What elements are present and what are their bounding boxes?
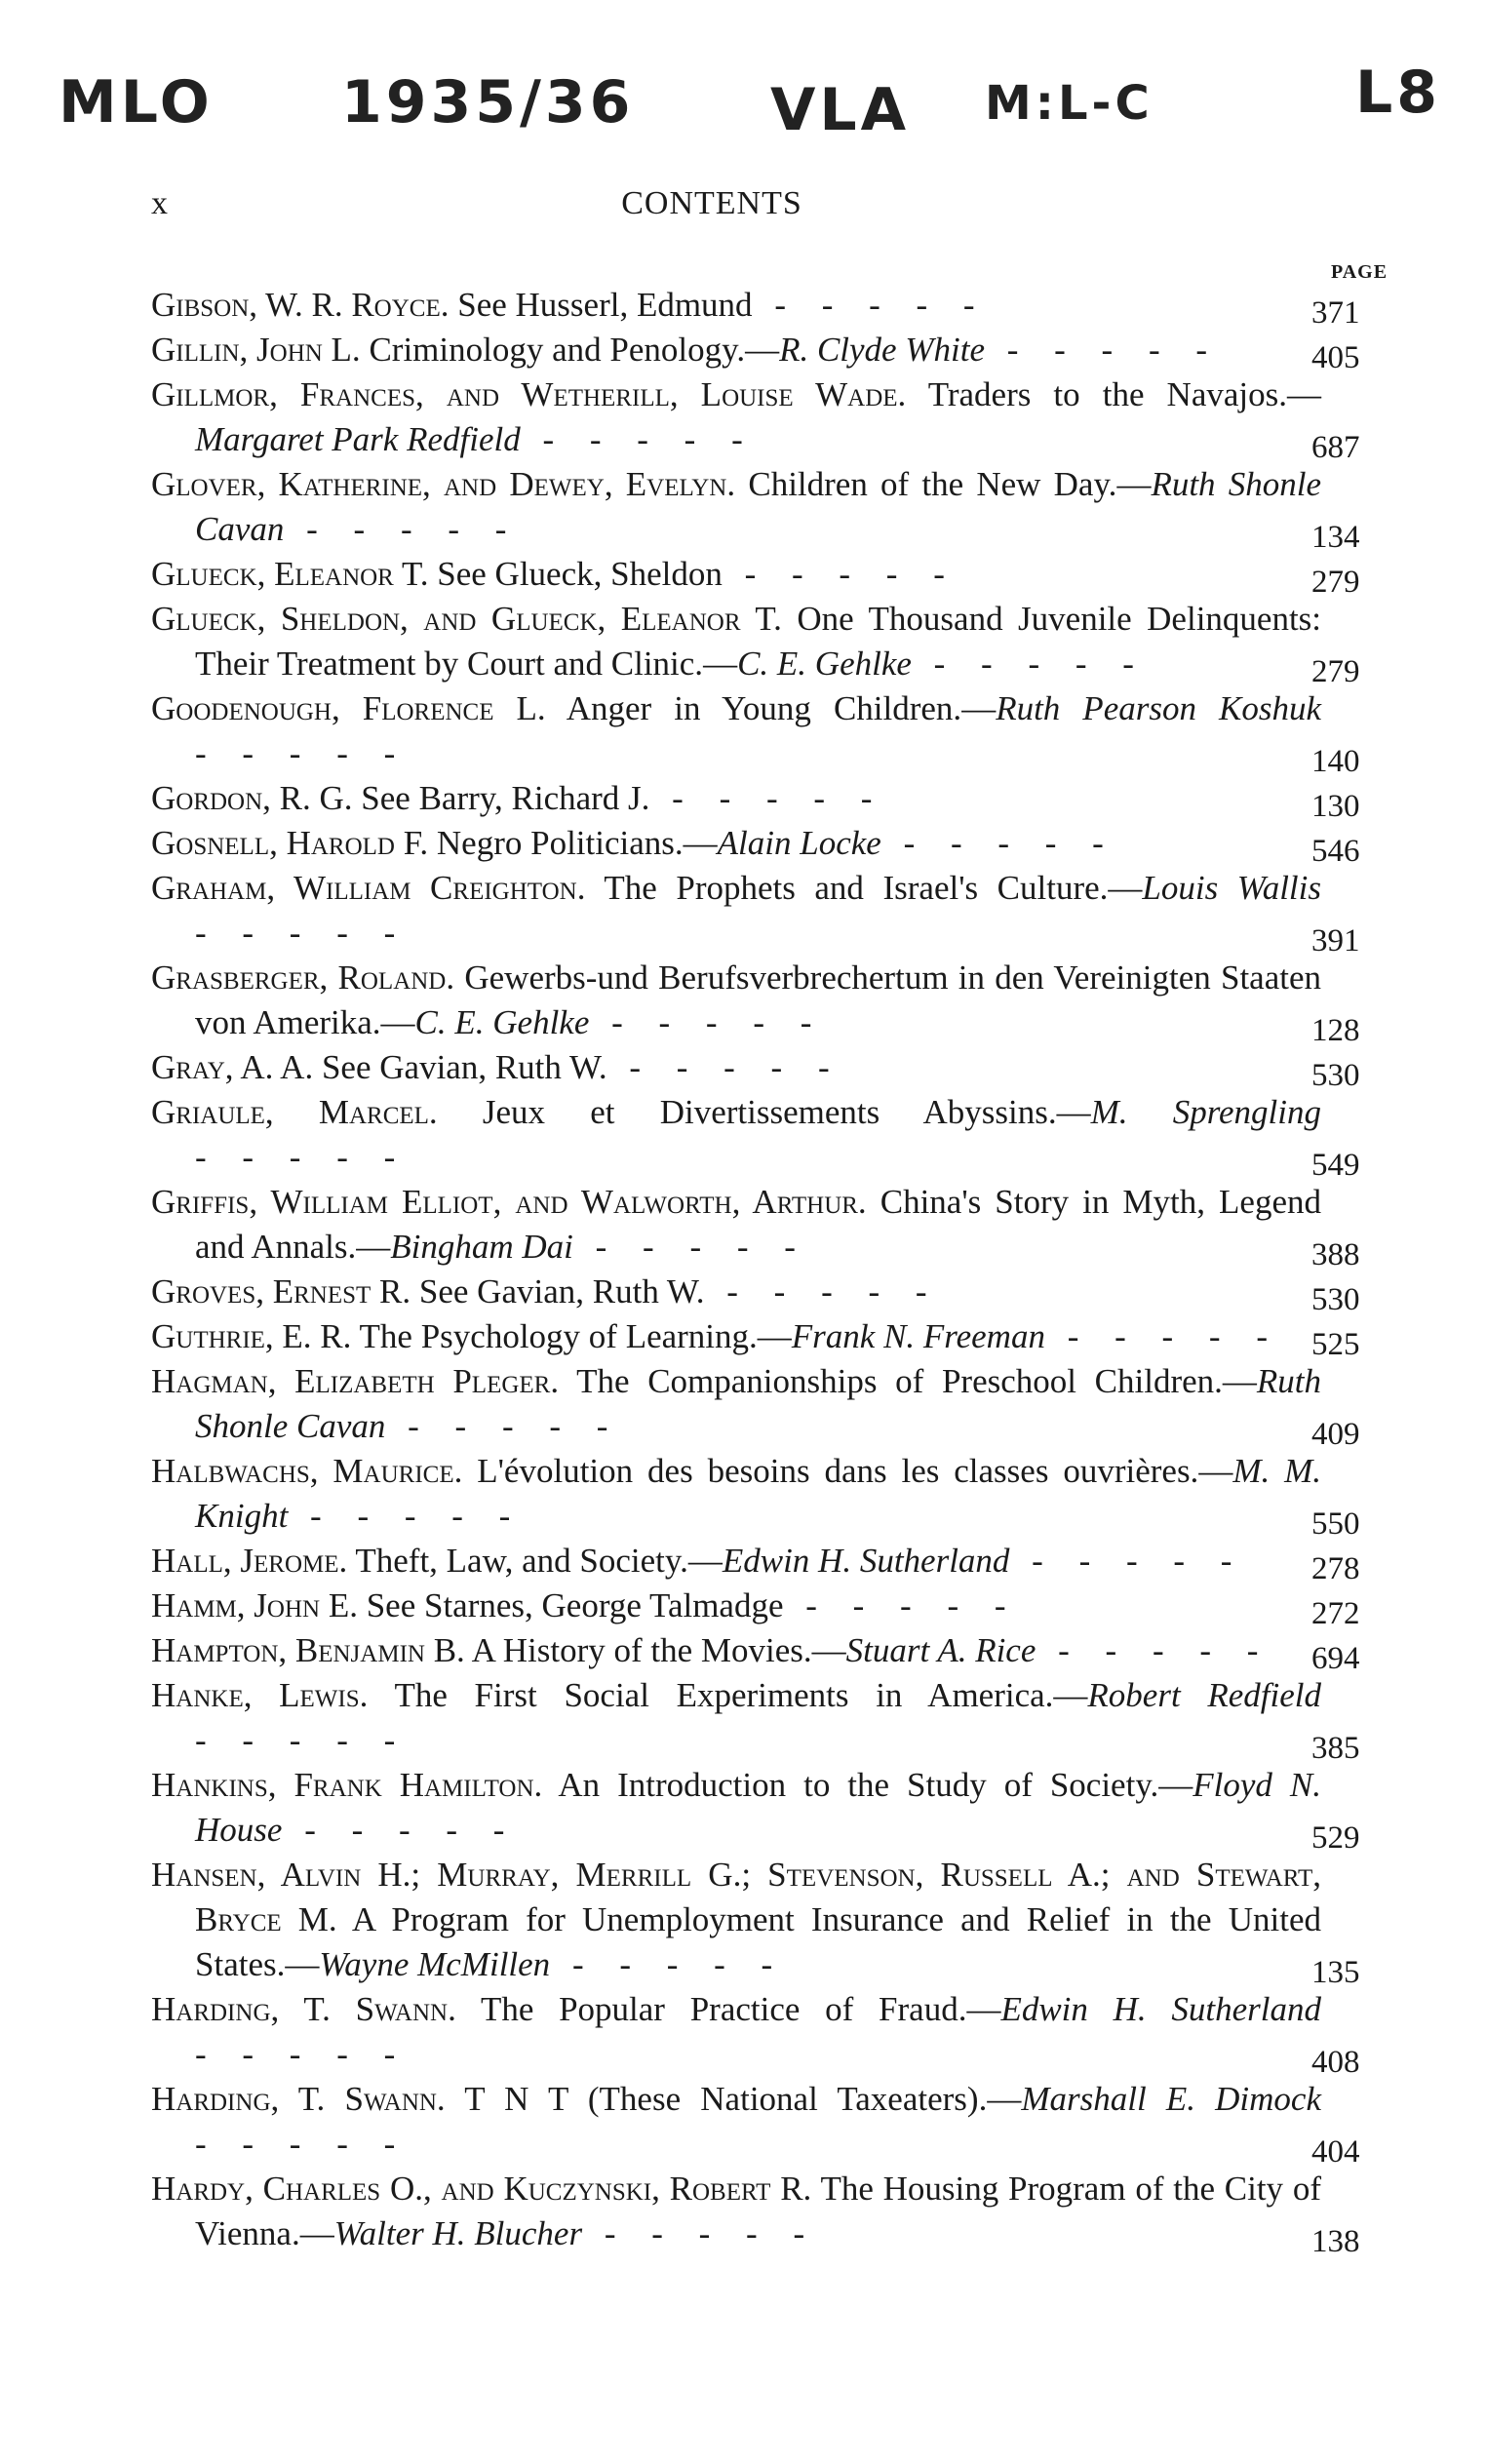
dot-leader: - - - - - xyxy=(195,734,410,772)
entry-text: Hall, Jerome. Theft, Law, and Society.—Edwin H. Sutherland - - - - - xyxy=(151,1542,1246,1580)
contents-entry xyxy=(151,462,1389,555)
entry-title: The Companionships of Preschool Children. xyxy=(576,1362,1223,1400)
entry-text: Glover, Katherine, and Dewey, Evelyn. Children of the New Day.—Ruth Shonle Cavan - - - - - xyxy=(151,465,1322,548)
contents-entry xyxy=(151,1853,1389,1990)
entry-reviewer: Walter H. Blucher xyxy=(333,2214,583,2252)
contents-entry xyxy=(151,686,1389,779)
entry-reviewer: Louis Wallis xyxy=(1142,869,1321,907)
dot-leader: - - - - - xyxy=(722,555,958,593)
dot-leader: - - - - - xyxy=(704,1272,941,1310)
entry-title: Traders to the Navajos. xyxy=(927,375,1287,413)
entry-text: Hankins, Frank Hamilton. An Introduction to the Study of Society.—Floyd N. House - - - - - xyxy=(151,1766,1322,1849)
entry-reviewer: Frank N. Freeman xyxy=(791,1317,1045,1355)
entry-reviewer: C. E. Gehlke xyxy=(737,645,912,683)
entry-title: A Program for Unemployment Insurance and Relief in the United States. xyxy=(195,1900,1321,1983)
entry-page-number: 530 xyxy=(1311,1282,1360,1317)
contents-entry xyxy=(151,1987,1389,2080)
dot-leader: - - - - - xyxy=(195,2035,410,2073)
entry-title: See Gavian, Ruth W. xyxy=(418,1272,705,1310)
entry-text: Graham, William Creighton. The Prophets and Israel's Culture.—Louis Wallis - - - - - xyxy=(151,869,1321,952)
handwritten-mark: M:L-C xyxy=(985,76,1154,131)
entry-title: Jeux et Divertissements Abyssins. xyxy=(482,1093,1057,1131)
entry-reviewer: Stuart A. Rice xyxy=(845,1631,1036,1669)
dot-leader: - - - - - xyxy=(582,2214,819,2252)
entry-reviewer: M. Sprengling xyxy=(1090,1093,1321,1131)
handwritten-mark: MLO xyxy=(59,68,214,137)
entry-title: Criminology and Penology. xyxy=(369,331,746,369)
entry-title: Theft, Law, and Society. xyxy=(355,1542,688,1580)
entry-text: Gillmor, Frances, and Wetherill, Louise Wade. Traders to the Navajos.—Margaret Park Redfield - - - - - xyxy=(151,375,1321,458)
dot-leader: - - - - - xyxy=(195,914,410,952)
contents-entry xyxy=(151,372,1389,465)
entry-title: T N T (These National Taxeaters). xyxy=(464,2080,988,2118)
contents-entry xyxy=(151,821,1389,869)
entry-page-number: 550 xyxy=(1311,1506,1360,1542)
entry-text: Goodenough, Florence L. Anger in Young Children.—Ruth Pearson Koshuk - - - - - xyxy=(151,689,1321,772)
entry-text: Gosnell, Harold F. Negro Politicians.—Alain Locke - - - - - xyxy=(151,824,1117,862)
entry-title: China's Story in Myth, Legend and Annals. xyxy=(195,1183,1321,1266)
entry-author: Gosnell, Harold F. xyxy=(151,824,429,862)
dot-leader: - - - - - xyxy=(1044,1317,1281,1355)
contents-entry xyxy=(151,328,1389,375)
handwritten-mark: L8 xyxy=(1355,59,1441,127)
entry-title: L'évolution des besoins dans les classes ouvrières. xyxy=(477,1452,1199,1490)
entry-text: Hansen, Alvin H.; Murray, Merrill G.; Stevenson, Russell A.; and Stewart, Bryce M. A Program for Unemployment Insurance and Relief in the United States.—Wayne McMillen - - - - - xyxy=(151,1856,1321,1983)
entry-author: Groves, Ernest R. xyxy=(151,1272,411,1310)
entry-reviewer: Ruth Pearson Koshuk xyxy=(996,689,1321,727)
entry-reviewer: Robert Redfield xyxy=(1087,1676,1321,1714)
entry-text: Hardy, Charles O., and Kuczynski, Robert R. The Housing Program of the City of Vienna.—Walter H. Blucher - - - - - xyxy=(151,2170,1321,2252)
entry-page-number: 391 xyxy=(1311,923,1360,958)
entry-author: Gillmor, Frances, and Wetherill, Louise Wade. xyxy=(151,375,907,413)
entry-page-number: 272 xyxy=(1311,1596,1360,1631)
dot-leader: - - - - - xyxy=(649,779,886,817)
dot-leader: - - - - - xyxy=(288,1497,525,1535)
entry-reviewer: Marshall E. Dimock xyxy=(1021,2080,1321,2118)
entry-page-number: 525 xyxy=(1311,1327,1360,1362)
entry-text xyxy=(151,1270,1321,1314)
contents-entry xyxy=(151,1045,1389,1093)
entry-author: Griaule, Marcel. xyxy=(151,1093,438,1131)
contents-entry xyxy=(151,956,1389,1048)
entry-title: One Thousand Juvenile Delinquents: Their Treatment by Court and Clinic. xyxy=(195,600,1322,683)
entry-author: Hardy, Charles O., and Kuczynski, Robert R. xyxy=(151,2170,812,2208)
entry-author: Halbwachs, Maurice. xyxy=(151,1452,463,1490)
entry-title: See Barry, Richard J. xyxy=(361,779,650,817)
entry-page-number: 134 xyxy=(1311,520,1360,555)
entry-text: Hanke, Lewis. The First Social Experiments in America.—Robert Redfield - - - - - xyxy=(151,1676,1321,1759)
dot-leader: - - - - - xyxy=(195,1138,410,1176)
entry-title: Gewerbs-und Berufsverbrechertum in den Vereinigten Staaten von Amerika. xyxy=(195,958,1322,1041)
entry-author: Hampton, Benjamin B. xyxy=(151,1631,465,1669)
entry-page-number: 130 xyxy=(1311,789,1360,824)
entry-page-number: 529 xyxy=(1311,1820,1360,1856)
entry-text: Harding, T. Swann. T N T (These National Taxeaters).—Marshall E. Dimock - - - - - xyxy=(151,2080,1321,2163)
dot-leader: - - - - - xyxy=(752,286,989,324)
entry-text: Guthrie, E. R. The Psychology of Learning.—Frank N. Freeman - - - - - xyxy=(151,1317,1281,1355)
entry-page-number: 385 xyxy=(1311,1731,1360,1766)
contents-entry xyxy=(151,776,1389,824)
entry-author: Hanke, Lewis. xyxy=(151,1676,369,1714)
dot-leader: - - - - - xyxy=(1036,1631,1272,1669)
entry-reviewer: Wayne McMillen xyxy=(319,1945,551,1983)
contents-entry xyxy=(151,1270,1389,1317)
entry-title: See Starnes, George Talmadge xyxy=(366,1586,784,1624)
dot-leader: - - - - - xyxy=(911,645,1148,683)
entry-title: See Husserl, Edmund xyxy=(457,286,753,324)
entry-author: Guthrie, E. R. xyxy=(151,1317,352,1355)
entry-author: Harding, T. Swann. xyxy=(151,2080,446,2118)
entry-reviewer: Bingham Dai xyxy=(390,1228,573,1266)
entry-text xyxy=(151,1045,1321,1090)
entry-text: Griaule, Marcel. Jeux et Divertissements Abyssins.—M. Sprengling - - - - - xyxy=(151,1093,1321,1176)
contents-entry xyxy=(151,2167,1389,2259)
contents-entry xyxy=(151,1090,1389,1183)
contents-list xyxy=(151,283,1389,2259)
entry-page-number: 409 xyxy=(1311,1417,1360,1452)
dot-leader: - - - - - xyxy=(880,824,1117,862)
entry-author: Glover, Katherine, and Dewey, Evelyn. xyxy=(151,465,736,503)
entry-text: Grasberger, Roland. Gewerbs-und Berufsverbrechertum in den Vereinigten Staaten von Amerika.—C. E. Gehlke - - - - - xyxy=(151,958,1322,1041)
entry-page-number: 279 xyxy=(1311,565,1360,600)
contents-entry xyxy=(151,1539,1389,1584)
entry-author: Hankins, Frank Hamilton. xyxy=(151,1766,543,1804)
contents-entry xyxy=(151,597,1389,689)
contents-entry xyxy=(151,1763,1389,1856)
entry-author: Glueck, Sheldon, and Glueck, Eleanor T. xyxy=(151,600,782,638)
entry-reviewer: Edwin H. Sutherland xyxy=(1000,1990,1322,2028)
entry-reviewer: Ruth Shonle Cavan xyxy=(195,465,1322,548)
contents-entry xyxy=(151,1180,1389,1270)
entry-title: Children of the New Day. xyxy=(748,465,1117,503)
contents-entry xyxy=(151,552,1389,600)
entry-title: The Psychology of Learning. xyxy=(359,1317,758,1355)
entry-author: Gillin, John L. xyxy=(151,331,361,369)
entry-page-number: 404 xyxy=(1311,2134,1360,2170)
entry-title: The Prophets and Israel's Culture. xyxy=(604,869,1109,907)
entry-text xyxy=(151,552,1321,597)
entry-author: Grasberger, Roland. xyxy=(151,958,455,997)
entry-title: A History of the Movies. xyxy=(471,1631,812,1669)
handwritten-marks xyxy=(0,59,1486,166)
entry-title: Anger in Young Children. xyxy=(566,689,962,727)
entry-page-number: 140 xyxy=(1311,744,1360,779)
entry-author: Harding, T. Swann. xyxy=(151,1990,456,2028)
contents-entry xyxy=(151,1628,1389,1676)
entry-author: Gordon, R. G. xyxy=(151,779,353,817)
entry-page-number: 135 xyxy=(1311,1955,1360,1990)
entry-reviewer: Edwin H. Sutherland xyxy=(722,1542,1010,1580)
contents-entry xyxy=(151,1584,1389,1631)
entry-title: The Housing Program of the City of Vienna. xyxy=(195,2170,1321,2252)
dot-leader: - - - - - xyxy=(195,1721,410,1759)
entry-title: An Introduction to the Study of Society. xyxy=(558,1766,1159,1804)
entry-reviewer: R. Clyde White xyxy=(779,331,985,369)
entry-reviewer: Margaret Park Redfield xyxy=(195,420,521,458)
entry-author: Gibson, W. R. Royce. xyxy=(151,286,450,324)
entry-reviewer: Floyd N. House xyxy=(195,1766,1322,1849)
page-column-label: PAGE xyxy=(1331,261,1388,283)
entry-author: Goodenough, Florence L. xyxy=(151,689,546,727)
entry-page-number: 408 xyxy=(1311,2045,1360,2080)
entry-title: See Gavian, Ruth W. xyxy=(321,1048,607,1086)
entry-reviewer: M. M. Knight xyxy=(195,1452,1322,1535)
entry-reviewer: Alain Locke xyxy=(717,824,881,862)
entry-reviewer: C. E. Gehlke xyxy=(414,1003,590,1041)
dot-leader: - - - - - xyxy=(385,1407,622,1445)
entry-text: Harding, T. Swann. The Popular Practice of Fraud.—Edwin H. Sutherland - - - - - xyxy=(151,1990,1322,2073)
contents-entry xyxy=(151,1359,1389,1452)
page-header xyxy=(151,185,1272,234)
entry-author: Gray, A. A. xyxy=(151,1048,314,1086)
dot-leader: - - - - - xyxy=(984,331,1222,369)
entry-text: Glueck, Sheldon, and Glueck, Eleanor T. One Thousand Juvenile Delinquents: Their Treatment by Court and Clinic.—C. E. Gehlke - - - - - xyxy=(151,600,1322,683)
entry-page-number: 530 xyxy=(1311,1058,1360,1093)
entry-author: Hagman, Elizabeth Pleger. xyxy=(151,1362,560,1400)
dot-leader: - - - - - xyxy=(589,1003,826,1041)
entry-author: Griffis, William Elliot, and Walworth, Arthur. xyxy=(151,1183,867,1221)
entry-page-number: 549 xyxy=(1311,1148,1360,1183)
entry-text xyxy=(151,776,1321,821)
contents-entry xyxy=(151,1449,1389,1542)
entry-title: The Popular Practice of Fraud. xyxy=(480,1990,967,2028)
entry-author: Graham, William Creighton. xyxy=(151,869,586,907)
dot-leader: - - - - - xyxy=(195,2125,410,2163)
contents-entry xyxy=(151,1673,1389,1766)
handwritten-mark: VLA xyxy=(770,76,911,144)
handwritten-mark: 1935/36 xyxy=(341,68,635,137)
entry-page-number: 371 xyxy=(1311,295,1360,331)
entry-page-number: 138 xyxy=(1311,2224,1360,2259)
dot-leader: - - - - - xyxy=(282,1811,519,1849)
entry-author: Hansen, Alvin H.; Murray, Merrill G.; Stevenson, Russell A.; and Stewart, Bryce M. xyxy=(151,1856,1321,1938)
contents-entry xyxy=(151,866,1389,956)
entry-author: Hall, Jerome. xyxy=(151,1542,348,1580)
entry-text: Hampton, Benjamin B. A History of the Movies.—Stuart A. Rice - - - - - xyxy=(151,1631,1272,1669)
dot-leader: - - - - - xyxy=(1009,1542,1246,1580)
entry-author: Hamm, John E. xyxy=(151,1586,358,1624)
page-number: x xyxy=(151,185,168,221)
entry-text xyxy=(151,1584,1321,1628)
entry-title: Negro Politicians. xyxy=(436,824,684,862)
entry-page-number: 546 xyxy=(1311,834,1360,869)
entry-title: See Glueck, Sheldon xyxy=(437,555,723,593)
dot-leader: - - - - - xyxy=(572,1228,809,1266)
contents-entry xyxy=(151,1314,1389,1362)
entry-page-number: 405 xyxy=(1311,340,1360,375)
dot-leader: - - - - - xyxy=(520,420,757,458)
dot-leader: - - - - - xyxy=(606,1048,843,1086)
contents-entry xyxy=(151,283,1389,331)
entry-page-number: 279 xyxy=(1311,654,1360,689)
entry-text: Halbwachs, Maurice. L'évolution des besoins dans les classes ouvrières.—M. M. Knight - - - - - xyxy=(151,1452,1322,1535)
entry-page-number: 128 xyxy=(1311,1013,1360,1048)
entry-page-number: 388 xyxy=(1311,1237,1360,1272)
entry-text: Griffis, William Elliot, and Walworth, Arthur. China's Story in Myth, Legend and Annals.—Bingham Dai - - - - - xyxy=(151,1183,1321,1266)
entry-page-number: 694 xyxy=(1311,1641,1360,1676)
entry-author: Glueck, Eleanor T. xyxy=(151,555,429,593)
dot-leader: - - - - - xyxy=(284,510,521,548)
dot-leader: - - - - - xyxy=(783,1586,1020,1624)
dot-leader: - - - - - xyxy=(550,1945,787,1983)
page-title: CONTENTS xyxy=(621,185,802,221)
entry-reviewer: Ruth Shonle Cavan xyxy=(195,1362,1321,1445)
entry-page-number: 687 xyxy=(1311,430,1360,465)
entry-title: The First Social Experiments in America. xyxy=(394,1676,1054,1714)
entry-text: Gillin, John L. Criminology and Penology.—R. Clyde White - - - - - xyxy=(151,331,1222,369)
entry-page-number: 278 xyxy=(1311,1551,1360,1586)
entry-text xyxy=(151,283,1321,328)
entry-text: Hagman, Elizabeth Pleger. The Companionships of Preschool Children.—Ruth Shonle Cavan - - - - - xyxy=(151,1362,1321,1445)
contents-entry xyxy=(151,2077,1389,2170)
